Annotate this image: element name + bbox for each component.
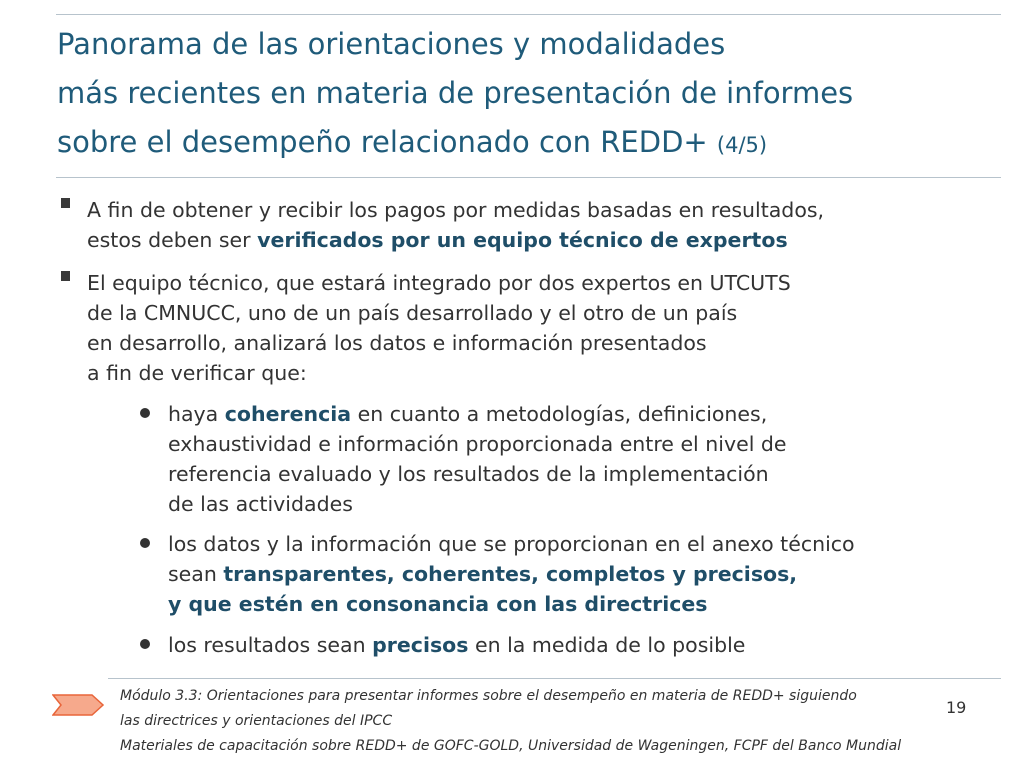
footer-line-1: Módulo 3.3: Orientaciones para presentar informes sobre el desempeño en materia de REDD+ siguiendo	[120, 688, 857, 704]
subbullet-1-line-4: de las actividades	[168, 492, 353, 516]
top-divider	[56, 14, 1001, 15]
subbullet-1	[168, 399, 787, 519]
square-bullet-icon	[61, 198, 70, 208]
subbullet-1-post: en cuanto a metodologías, definiciones,	[351, 402, 768, 426]
bullet-2-line-1: El equipo técnico, que estará integrado por dos expertos en UTCUTS	[87, 271, 791, 295]
subbullet-3	[168, 630, 745, 660]
subbullet-2-line-2-text: sean	[168, 562, 224, 586]
title-line-1: Panorama de las orientaciones y modalidades	[57, 27, 726, 61]
footer-line-3: Materiales de capacitación sobre REDD+ de GOFC-GOLD, Universidad de Wageningen, FCPF del Banco Mundial	[120, 738, 902, 754]
footer-citation	[120, 684, 901, 759]
subbullet-1-line-2: exhaustividad e información proporcionada entre el nivel de	[168, 432, 787, 456]
title-line-2: más recientes en materia de presentación de informes	[57, 76, 854, 110]
bullet-2-line-4: a fin de verificar que:	[87, 361, 307, 385]
bullet-1-emphasis: verificados por un equipo técnico de expertos	[257, 228, 788, 252]
footer-line-2: las directrices y orientaciones del IPCC	[120, 713, 393, 729]
bullet-2	[87, 268, 791, 388]
subbullet-2-emphasis-1: transparentes, coherentes, completos y precisos,	[223, 562, 798, 586]
slide-title	[57, 20, 853, 170]
footer-divider	[108, 678, 1001, 679]
chevron-arrow-icon	[52, 694, 104, 716]
round-bullet-icon	[140, 639, 150, 649]
subbullet-2-line-1: los datos y la información que se proporcionan en el anexo técnico	[168, 532, 855, 556]
square-bullet-icon	[61, 271, 70, 281]
title-divider	[56, 177, 1001, 178]
bullet-2-line-2: de la CMNUCC, uno de un país desarrollado y el otro de un país	[87, 301, 738, 325]
subbullet-3-post: en la medida de lo posible	[468, 633, 746, 657]
title-line-3	[57, 118, 853, 170]
bullet-1-line-1: A fin de obtener y recibir los pagos por medidas basadas en resultados,	[87, 198, 825, 222]
subbullet-2-line-3	[168, 589, 855, 619]
subbullet-3-line-1	[168, 630, 745, 660]
subbullet-1-emphasis: coherencia	[224, 402, 352, 426]
bullet-1-line-2	[87, 225, 824, 255]
subbullet-2-emphasis-2: y que estén en consonancia con las directrices	[168, 592, 708, 616]
round-bullet-icon	[140, 538, 150, 548]
subbullet-1-line-3: referencia evaluado y los resultados de la implementación	[168, 462, 769, 486]
subbullet-2	[168, 529, 855, 619]
bullet-1	[87, 195, 824, 255]
round-bullet-icon	[140, 408, 150, 418]
subbullet-2-line-2	[168, 559, 855, 589]
title-part-number: (4/5)	[716, 133, 768, 157]
page-number: 19	[946, 698, 967, 717]
bullet-1-line-2-text: estos deben ser	[87, 228, 258, 252]
subbullet-1-line-1	[168, 399, 787, 429]
subbullet-1-pre: haya	[168, 402, 225, 426]
subbullet-3-pre: los resultados sean	[168, 633, 373, 657]
subbullet-3-emphasis: precisos	[372, 633, 469, 657]
bullet-2-line-3: en desarrollo, analizará los datos e información presentados	[87, 331, 707, 355]
title-line-3-text: sobre el desempeño relacionado con REDD+	[57, 125, 708, 159]
